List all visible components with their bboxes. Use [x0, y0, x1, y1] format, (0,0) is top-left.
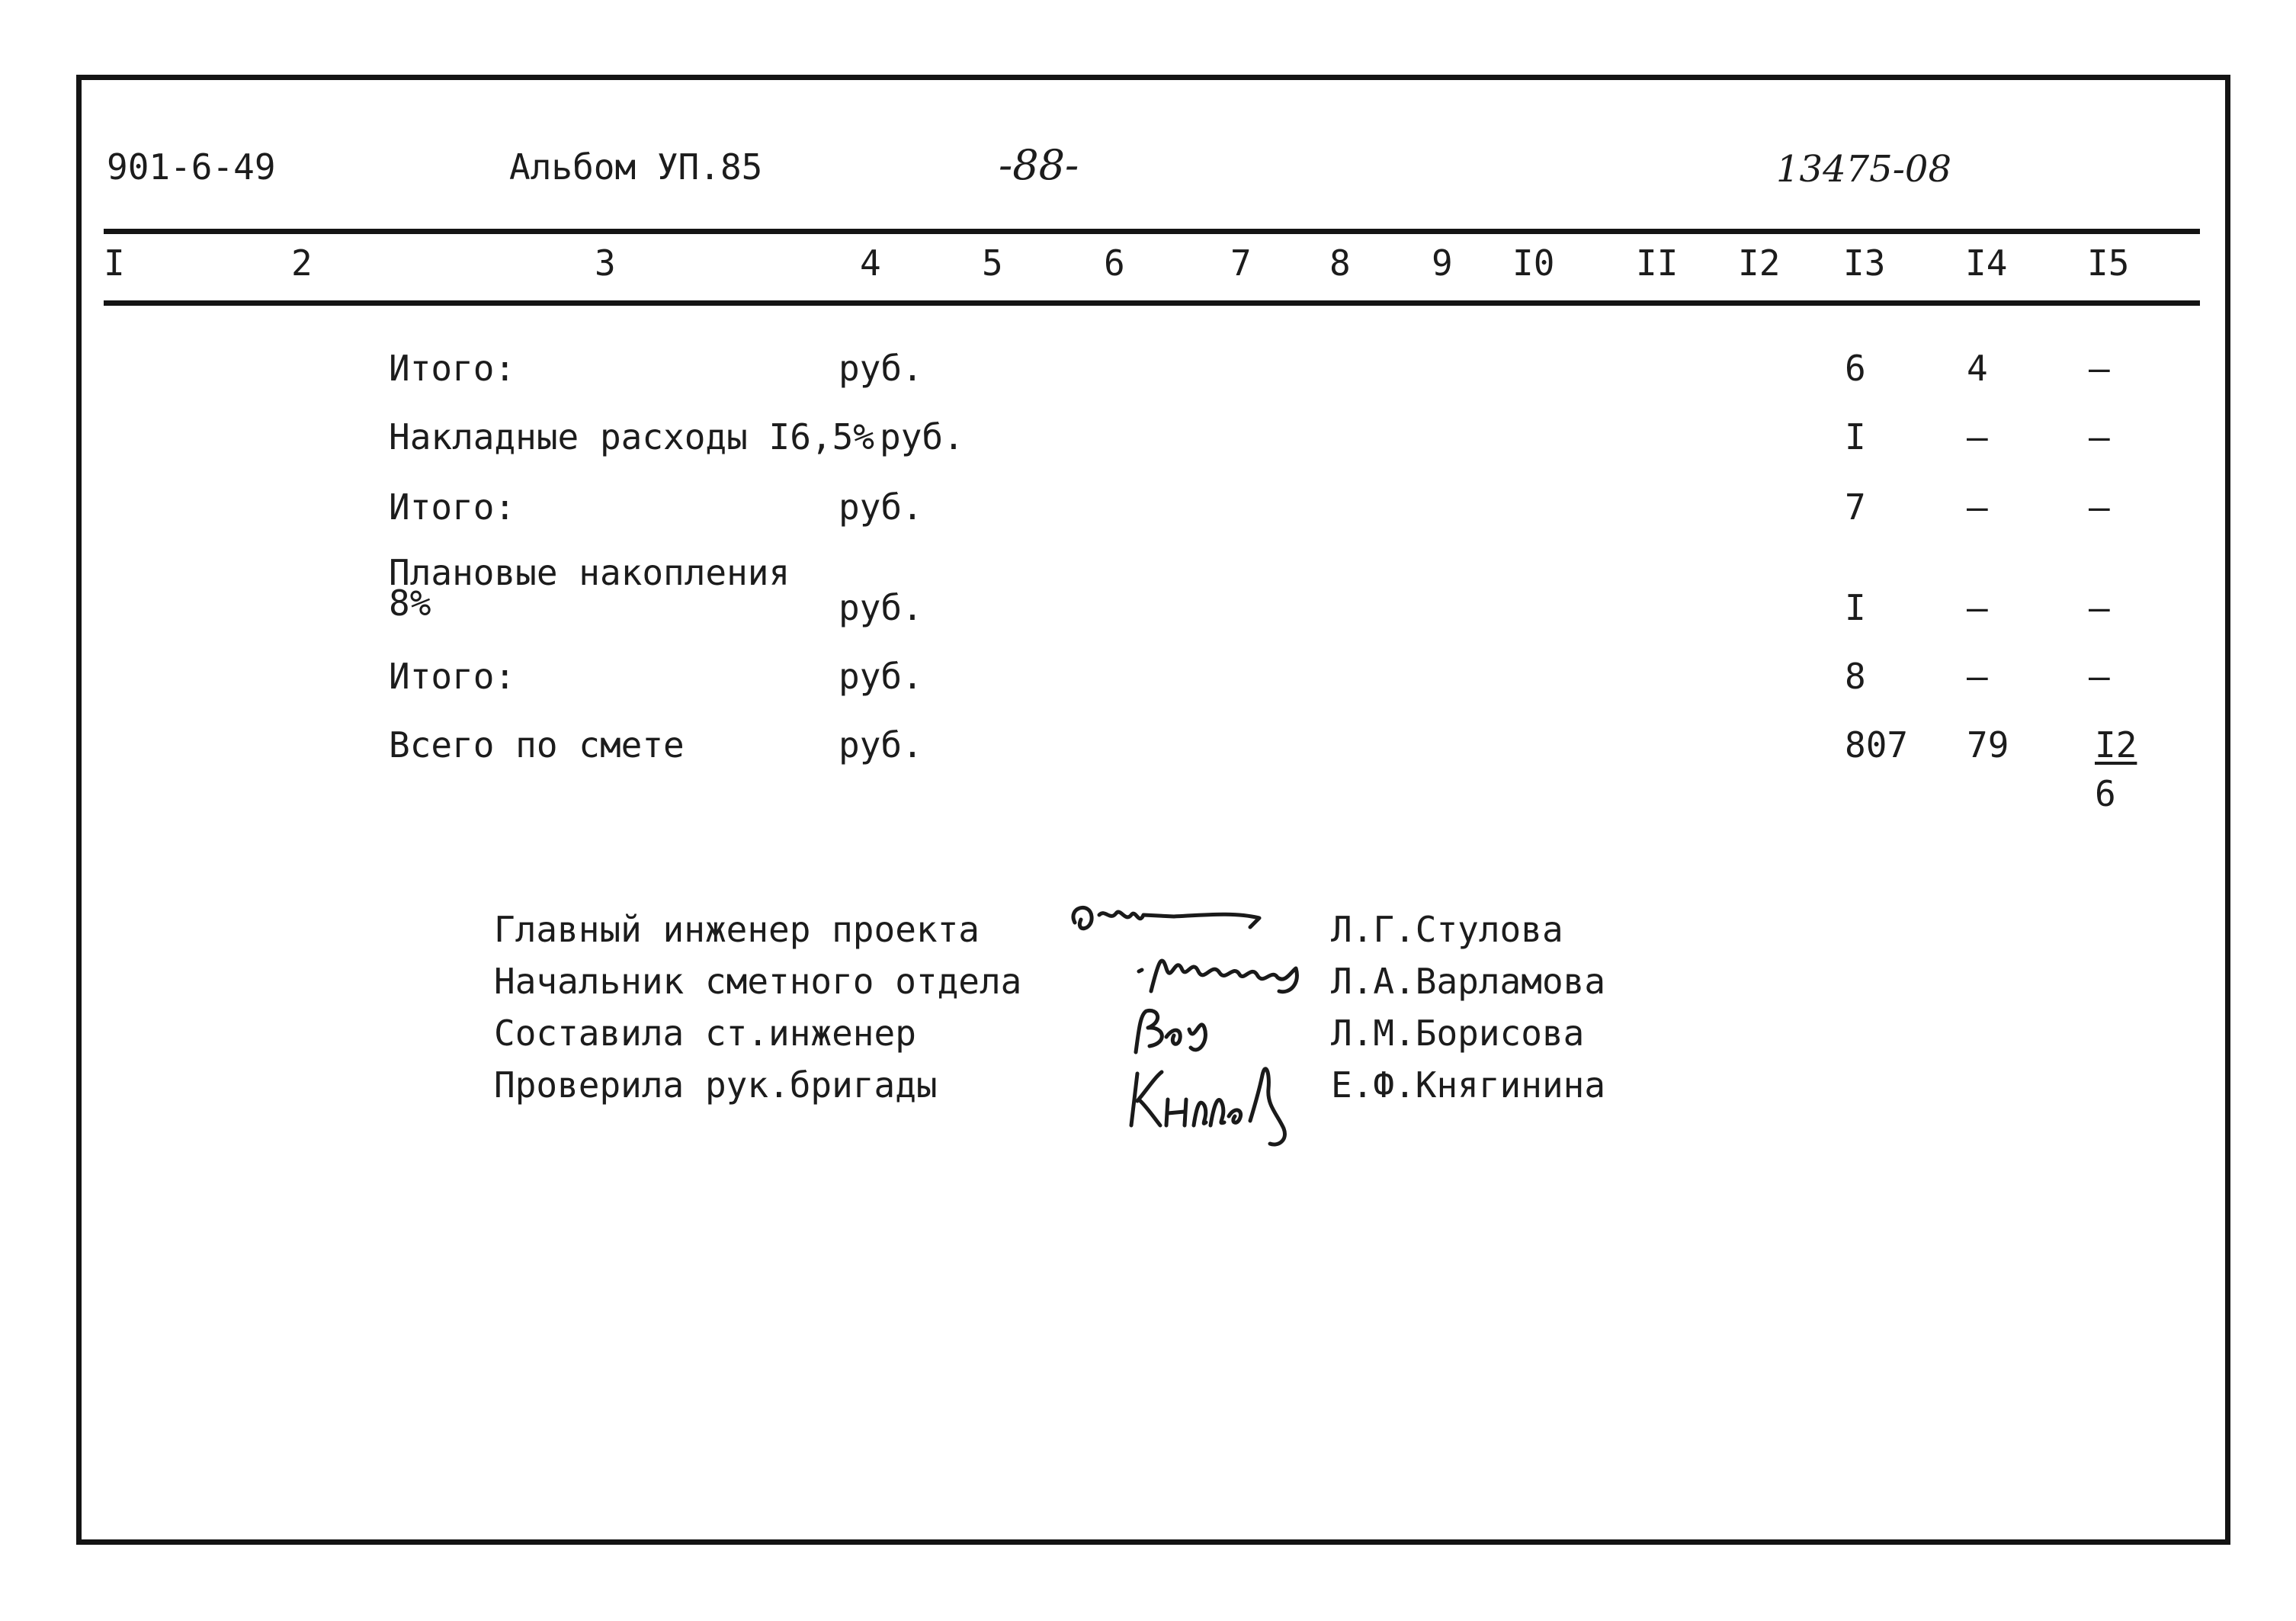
row-label: Итого:: [389, 486, 516, 528]
cell-col14: –: [1967, 416, 1988, 457]
cell-col15: –: [2089, 656, 2110, 697]
row-label: Итого:: [389, 348, 516, 389]
column-number: I3: [1843, 242, 1886, 284]
column-number: I4: [1965, 242, 2008, 284]
cell-col13: 8: [1845, 656, 1866, 697]
header-rule-top: [104, 229, 2200, 234]
signature-varlamova: [1128, 938, 1326, 1006]
row-label: Итого:: [389, 656, 516, 697]
signatory-position: Главный инженер проекта: [494, 909, 980, 950]
cell-col13: 807: [1845, 724, 1909, 766]
cell-col14: –: [1967, 656, 1988, 697]
cell-col15-numerator: I2: [2095, 724, 2137, 766]
cell-col13: I: [1845, 587, 1866, 628]
column-number: 4: [860, 242, 881, 284]
signatory-name: Л.А.Варламова: [1331, 961, 1606, 1002]
header-rule-bottom: [104, 300, 2200, 306]
cell-col15: –: [2089, 587, 2110, 628]
column-number: II: [1636, 242, 1679, 284]
signatory-position: Проверила рук.бригады: [494, 1064, 938, 1106]
cell-col14: 79: [1967, 724, 2009, 766]
row-unit: руб.: [839, 587, 923, 628]
doc-code: 901-6-49: [107, 146, 276, 188]
row-unit: руб.: [880, 416, 964, 457]
cell-col14: –: [1967, 587, 1988, 628]
column-number: I0: [1512, 242, 1555, 284]
cell-col15: –: [2089, 486, 2110, 528]
document-frame: [76, 75, 2230, 1545]
inventory-number: 13475-08: [1776, 148, 1951, 191]
row-label: Накладные расходы I6,5%: [389, 416, 874, 457]
column-number: I5: [2087, 242, 2130, 284]
cell-col13: I: [1845, 416, 1866, 457]
column-number: 9: [1432, 242, 1453, 284]
signatory-name: Л.Г.Стулова: [1331, 909, 1563, 950]
cell-col15: –: [2089, 416, 2110, 457]
row-label-line1: Плановые накопления: [389, 552, 790, 593]
signatory-name: Л.М.Борисова: [1331, 1013, 1585, 1054]
column-number: 3: [595, 242, 616, 284]
signatory-name: Е.Ф.Княгинина: [1331, 1064, 1606, 1106]
cell-col13: 7: [1845, 486, 1866, 528]
cell-col14: –: [1967, 486, 1988, 528]
column-number: 2: [291, 242, 313, 284]
cell-col15-denominator: 6: [2095, 773, 2116, 814]
album-label: Альбом УП.85: [509, 146, 763, 188]
signatory-position: Начальник сметного отдела: [494, 961, 1022, 1002]
row-unit: руб.: [839, 348, 923, 389]
cell-col13: 6: [1845, 348, 1866, 389]
cell-col15: –: [2089, 348, 2110, 389]
page-number: -88-: [999, 141, 1079, 189]
row-unit: руб.: [839, 486, 923, 528]
row-unit: руб.: [839, 656, 923, 697]
row-label-line2: 8%: [389, 583, 431, 624]
column-number: 5: [982, 242, 1003, 284]
column-number: I: [104, 242, 125, 284]
column-number: I2: [1738, 242, 1781, 284]
cell-col14: 4: [1967, 348, 1988, 389]
row-unit: руб.: [839, 724, 923, 766]
column-number: 6: [1104, 242, 1125, 284]
row-label: Всего по смете: [389, 724, 685, 766]
column-number: 8: [1329, 242, 1351, 284]
column-number: 7: [1230, 242, 1252, 284]
signature-knyaginina: [1121, 1052, 1319, 1151]
signatory-position: Составила ст.инженер: [494, 1013, 916, 1054]
